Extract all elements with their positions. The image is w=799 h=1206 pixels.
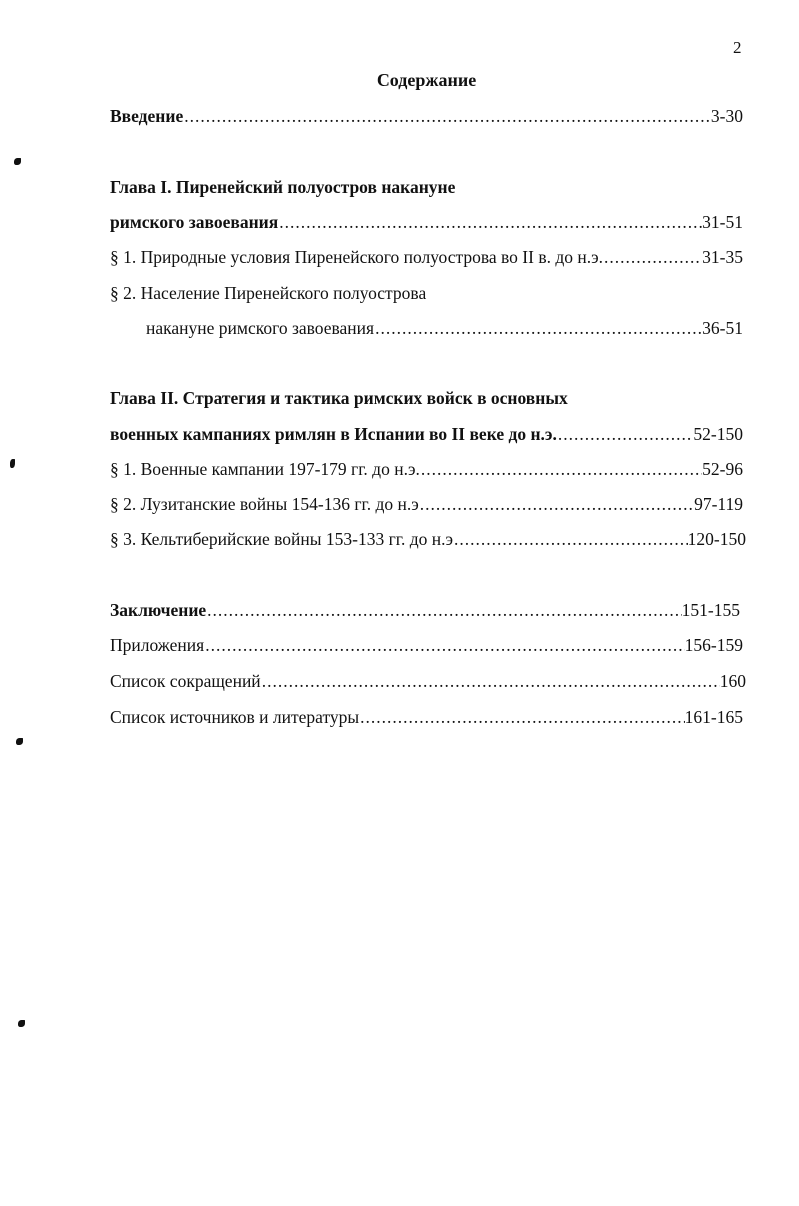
toc-entry-label: Список сокращений (110, 671, 261, 691)
toc-entry-pages: 120-150 (687, 529, 746, 549)
toc-entry-pages: 160 (719, 671, 746, 691)
toc-entry-label: § 2. Лузитанские войны 154-136 гг. до н.э (110, 494, 419, 514)
page-number: 2 (733, 38, 742, 57)
dot-leader (278, 211, 702, 233)
dot-leader (453, 528, 688, 550)
toc-entry-pages: 151-155 (681, 600, 740, 620)
dot-leader (419, 493, 694, 515)
toc-entry-chapter-2 (110, 423, 743, 445)
toc-entry-chapter-2-section-2 (110, 493, 743, 515)
toc-entry-label: Список источников и литературы (110, 707, 360, 727)
toc-chapter-1-section-2-heading: § 2. Население Пиренейского полуострова (110, 283, 427, 303)
toc-entry-conclusion (110, 599, 740, 621)
toc-entry-chapter-1 (110, 211, 743, 233)
dot-leader (557, 423, 694, 445)
toc-entry-pages: 156-159 (684, 635, 743, 655)
toc-entry-label: § 3. Кельтиберийские войны 153-133 гг. до н.э (110, 529, 454, 549)
dot-leader (204, 634, 684, 656)
toc-entry-pages: 52-150 (693, 424, 743, 444)
toc-entry-label: Введение (110, 106, 184, 126)
toc-entry-pages: 52-96 (702, 459, 743, 479)
toc-entry-pages: 97-119 (694, 494, 743, 514)
toc-entry-chapter-2-section-1 (110, 458, 743, 480)
toc-entry-pages: 31-35 (702, 247, 743, 267)
toc-entry-pages: 31-51 (702, 212, 743, 232)
toc-entry-label: накануне римского завоевания (146, 318, 375, 338)
toc-entry-label: военных кампаниях римлян в Испании во II веке до н.э. (110, 424, 557, 444)
dot-leader (420, 458, 702, 480)
toc-entry-abbreviations (110, 670, 746, 692)
toc-entry-chapter-2-section-3 (110, 528, 746, 550)
toc-entry-chapter-1-section-2 (146, 317, 743, 339)
toc-entry-label: § 1. Природные условия Пиренейского полуострова во II в. до н.э. (110, 247, 603, 267)
toc-entry-pages: 161-165 (684, 707, 743, 727)
dot-leader (261, 670, 720, 692)
scan-mark (10, 459, 15, 468)
toc-entry-pages: 3-30 (710, 106, 743, 126)
dot-leader (359, 706, 685, 728)
scan-mark (18, 1020, 25, 1027)
toc-entry-bibliography (110, 706, 743, 728)
toc-entry-introduction (110, 105, 743, 127)
toc-entry-label: Приложения (110, 635, 205, 655)
page-title: Содержание (376, 70, 477, 90)
toc-entry-appendices (110, 634, 743, 656)
dot-leader (603, 246, 702, 268)
scan-mark (14, 158, 21, 165)
toc-chapter-2-heading: Глава II. Стратегия и тактика римских войск в основных (110, 388, 568, 408)
scan-mark (16, 738, 23, 745)
dot-leader (374, 317, 702, 339)
toc-entry-label: римского завоевания (110, 212, 279, 232)
dot-leader (183, 105, 711, 127)
toc-entry-chapter-1-section-1 (110, 246, 743, 268)
toc-entry-label: Заключение (110, 600, 207, 620)
toc-entry-label: § 1. Военные кампании 197-179 гг. до н.э. (110, 459, 420, 479)
toc-chapter-1-heading: Глава I. Пиренейский полуостров накануне (110, 177, 456, 197)
dot-leader (206, 599, 682, 621)
toc-entry-pages: 36-51 (702, 318, 743, 338)
